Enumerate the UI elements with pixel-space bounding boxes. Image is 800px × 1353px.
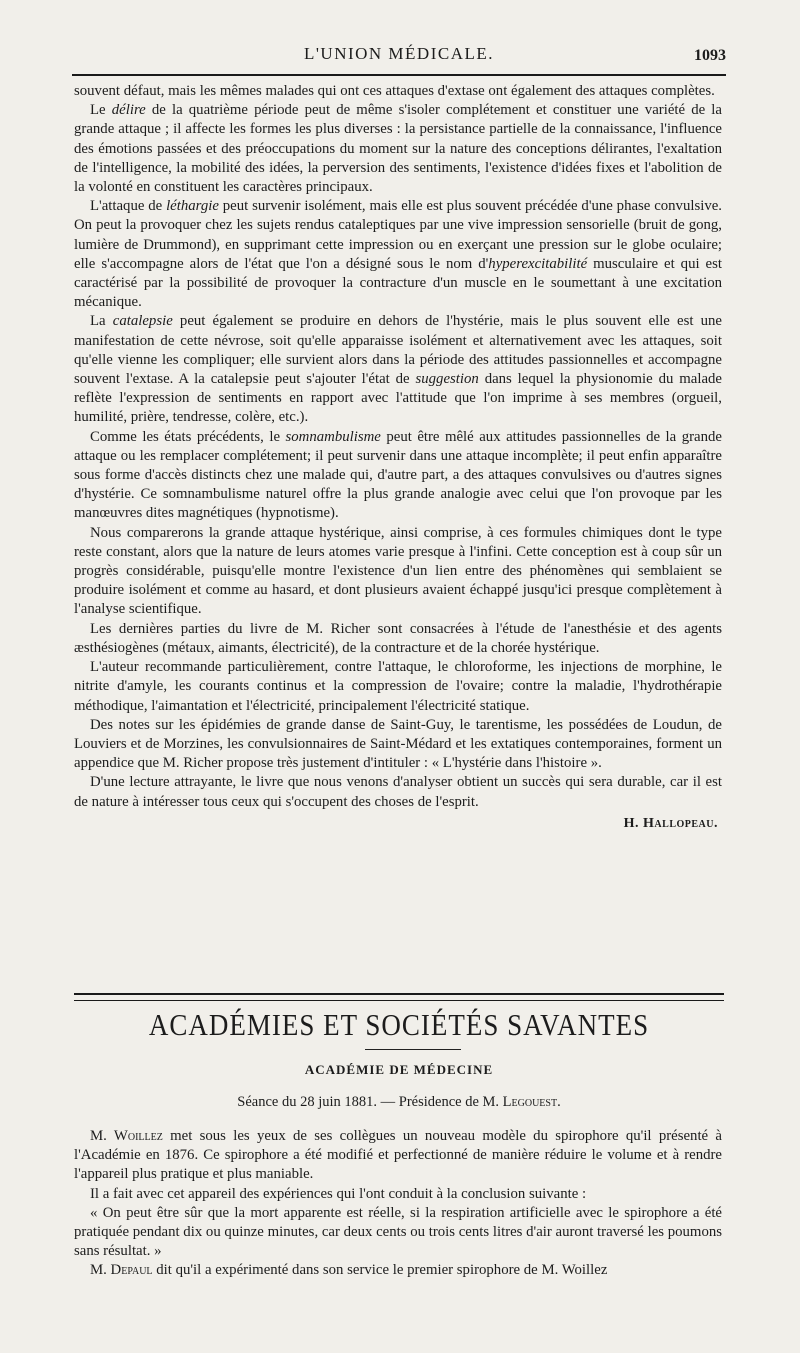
text-run: peut survenir isolément, mais elle est plus souvent précédée d'une phase convulsive. On peut la provoquer chez les sujets rendus cataleptiques par une vive impression sensorielle (bruit de gong, lumière de Drummond), en supprimant cette impression ou en exerçant une pression sur le globe oculaire; elle s'accompagne alors de l'état que l'on a désigné sous le nom d' [74, 198, 723, 272]
page-number: 1093 [694, 47, 726, 64]
academy-minutes [74, 1127, 722, 1281]
text-run: de la quatrième période peut de même s'isoler complétement et constituer une variété de la grande attaque ; il affecte les formes les plus diverses : la persistance partielle de la connaissance, l'influence des émotions passées et des préoccupations du moment sur la nature des conceptions délirantes, l'exaltation de l'intelligence, la mobilité des idées, la perversion des sentiments, l'existence d'idées fixes et l'abolition de la volonté en constituent les caractères principaux. [74, 102, 722, 196]
italic-term: suggestion [415, 371, 479, 388]
italic-term: délire [111, 102, 146, 119]
author-signature: H. Hallopeau. [623, 815, 718, 831]
italic-term: léthargie [166, 198, 219, 215]
subsection-title: ACADÉMIE DE MÉDECINE [304, 1062, 494, 1077]
section-divider [74, 993, 724, 1001]
text-run: peut être mêlé aux attitudes passionnelles de la grande attaque ou les remplacer complétement; il peut survenir dans une attaque incomplète; il peut enfin apparaître sous forme d'accès distincts chez une malade qui, d'autre part, a des attaques convulsives ou d'autres signes d'hystérie. Ce somnambulisme naturel offre la plus grande analogie avec celui que l'on provoque par les manœuvres dites magnétiques (hypnotisme). [74, 428, 722, 522]
text-run: Séance du 28 juin 1881. — Présidence de [237, 1094, 483, 1110]
running-title: L'UNION MÉDICALE. [303, 44, 495, 63]
quotation: « On peut être sûr que la mort apparente est réelle, si la respiration artificielle avec le spirophore a été pratiquée pendant dix ou quinze minutes, car deux cents ou trois cents litres d'air auront traversé les poumons sans résultat. » [74, 1204, 722, 1260]
speaker-name: M. Woillez [90, 1128, 163, 1144]
paragraph [74, 312, 722, 427]
paragraph [74, 1127, 722, 1185]
paragraph: D'une lecture attrayante, le livre que nous venons d'analyser obtient un succès qui sera durable, car il est de nature à intéresser tous ceux qui s'occupent des choses de l'esprit. [74, 774, 722, 810]
italic-term: somnambulisme [285, 428, 381, 445]
session-line [74, 1094, 724, 1111]
text-run: dans lequel la physionomie du malade reflète l'expression de sentiments en rapport avec l'attitude que l'on imprime à ses membres (orgueil, humilité, prière, tendresse, colère, etc.). [74, 371, 722, 426]
paragraph [74, 101, 722, 197]
paragraph [74, 428, 722, 524]
book-review-text [74, 82, 722, 833]
text-run: dit qu'il a expérimenté dans son service le premier spirophore de M. Woillez [152, 1262, 608, 1279]
page-header [72, 38, 726, 70]
title-underline [365, 1049, 461, 1050]
paragraph: Des notes sur les épidémies de grande danse de Saint-Guy, le tarentisme, les possédées de Loudun, de Louviers et de Morzines, les convulsionnaires de Saint-Médard et les extatiques contemporaines, forment un appendice que M. Richer propose très justement d'intituler : « L'hystérie dans l'histoire ». [74, 716, 722, 772]
text-run: peut également se produire en dehors de l'hystérie, mais le plus souvent elle est une manifestation de cette névrose, soit qu'elle apparaisse isolément et alternativement avec les attaques, soit qu'elle vienne les compliquer; elle survient alors dans la période des attitudes passionnelles et accompagne souvent l'extase. A la catalepsie peut s'ajouter l'état de [74, 313, 722, 388]
italic-term: hyperexcitabilité [488, 255, 588, 272]
text-run: La [90, 313, 113, 330]
paragraph: Nous comparerons la grande attaque hystérique, ainsi comprise, à ces formules chimiques dont le type reste constant, alors que la nature de leurs atomes varie presque à l'infini. Cette conception est à coup sûr un progrès considérable, puisqu'elle montre l'existence d'un lien entre des phénomènes qui semblaient se produire isolément et comme au hasard, et dont plusieurs avaient échappé jusqu'ici presque complètement à l'analyse scientifique. [74, 524, 722, 618]
text-run: Le [90, 102, 112, 119]
paragraph: Il a fait avec cet appareil des expériences qui l'ont conduit à la conclusion suivante : [90, 1185, 587, 1202]
text-run: L'attaque de [90, 198, 167, 215]
paragraph: Les dernières parties du livre de M. Richer sont consacrées à l'étude de l'anesthésie et des agents æsthésiogènes (métaux, aimants, électricité), de la contracture et de la chorée hystérique. [74, 620, 722, 656]
paragraph: souvent défaut, mais les mêmes malades qui ont ces attaques d'extase ont également des attaques complètes. [74, 83, 715, 99]
text-run: musculaire et qui est caractérisé par la possibilité de provoquer la contracture d'un muscle en le soumettant à une excitation mécanique. [74, 255, 722, 311]
paragraph: L'auteur recommande particulièrement, contre l'attaque, le chloroforme, les injections de morphine, le nitrite d'amyle, les courants continus et la compression de l'ovaire; contre la maladie, l'hydrothérapie méthodique, l'aimantation et l'électricité, principalement l'électricité statique. [74, 659, 722, 714]
section-title: ACADÉMIES ET SOCIÉTÉS SAVANTES [148, 1008, 650, 1042]
president-name: M. Legouest. [482, 1094, 561, 1110]
paragraph [74, 1261, 722, 1280]
text-run: met sous les yeux de ses collègues un nouveau modèle du spirophore qu'il présenté à l'Académie en 1876. Ce spirophore a été modifié et perfectionné de manière réduire le volume et à rendre l'appareil plus pratique et plus maniable. [74, 1128, 722, 1183]
speaker-name: M. Depaul [90, 1262, 153, 1279]
text-run: Comme les états précédents, le [90, 428, 286, 445]
header-rule [72, 74, 726, 76]
paragraph [74, 197, 722, 312]
italic-term: catalepsie [112, 313, 173, 330]
